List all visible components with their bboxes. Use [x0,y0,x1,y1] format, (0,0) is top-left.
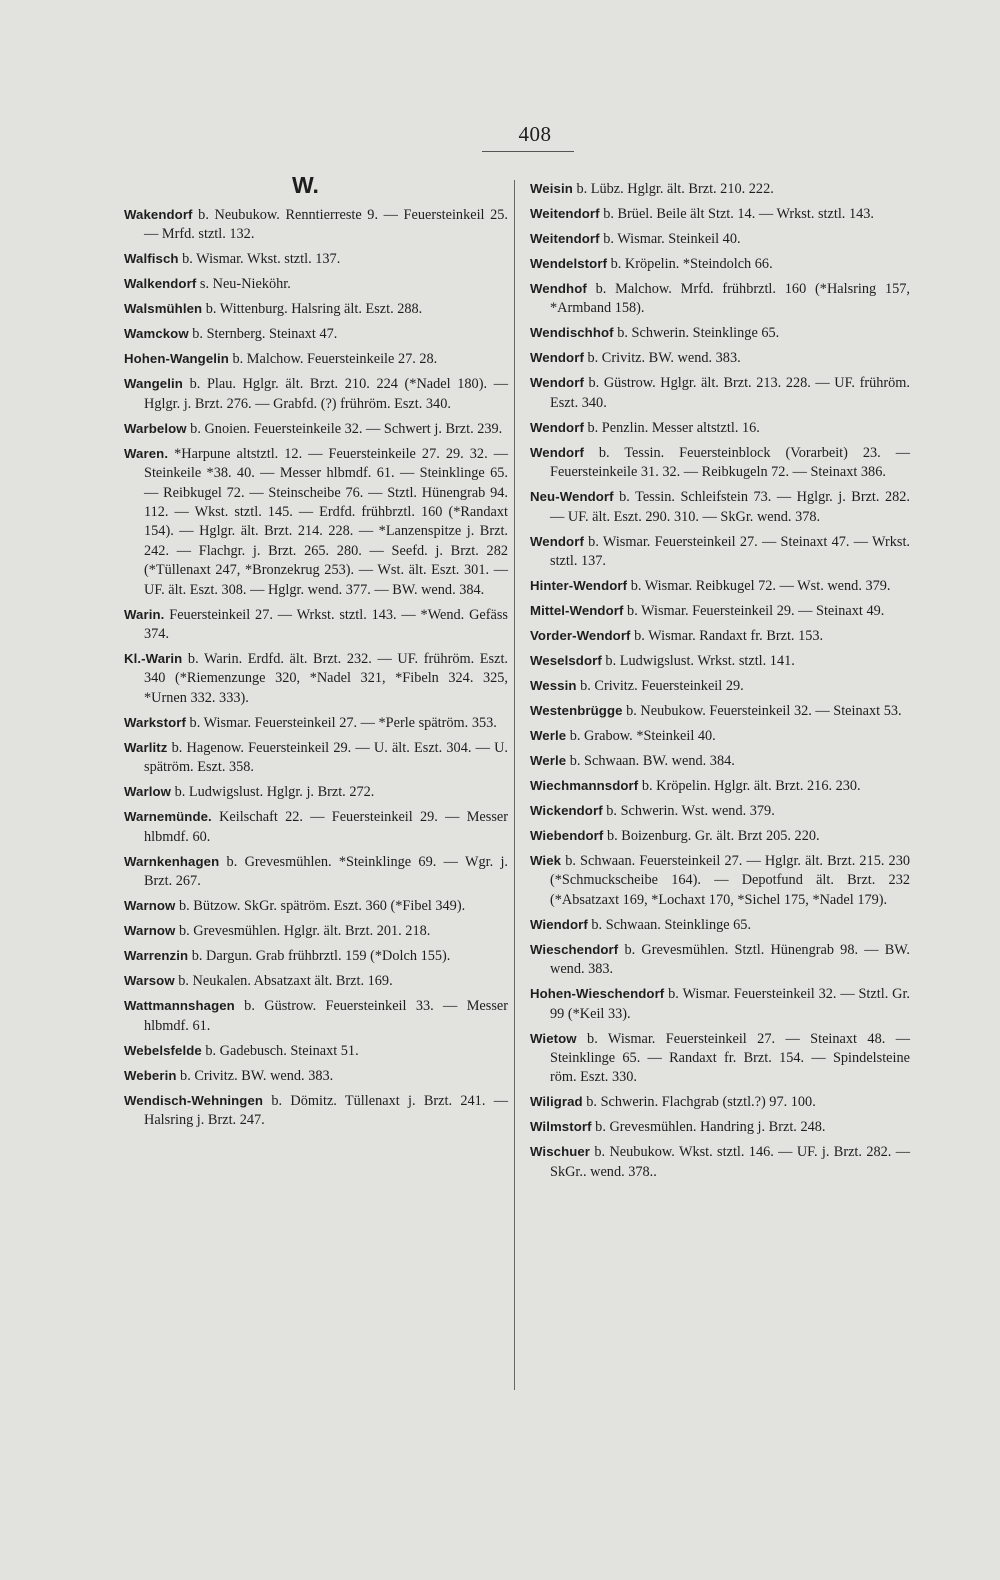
entry-text: b. Schwerin. Flachgrab (stztl.?) 97. 100. [582,1094,816,1111]
entry-headword: Hohen-Wangelin [124,351,229,367]
entry-headword: Wamckow [124,326,189,342]
entry-text: b. Güstrow. Feuersteinkeil 33. — Messer hlbmdf. 61. [144,998,508,1034]
entry-text: b. Grevesmühlen. *Steinklinge 69. — Wgr. j. Brzt. 267. [144,853,508,890]
index-entry [124,782,508,802]
index-entry [530,418,910,438]
entry-headword: Walkendorf [124,276,197,292]
index-entry [124,349,508,369]
index-entry [124,738,508,778]
entry-text: b. Wismar. Feuersteinkeil 29. — Steinaxt 49. [623,603,885,620]
entry-text: b. Brüel. Beile ält Stzt. 14. — Wrkst. stztl. 143. [599,206,874,222]
entry-headword: Wietow [530,1030,577,1046]
index-entry [124,205,508,245]
entry-headword: Wessin [530,678,577,694]
entry-text: b. Gnoien. Feuersteinkeile 32. — Schwert j. Brzt. 239. [186,420,503,437]
entry-headword: Wendischhof [530,325,614,341]
index-entry [124,971,508,991]
entry-headword: Warnow [124,923,176,939]
index-entry [124,896,508,916]
entry-headword: Wattmannshagen [124,998,235,1014]
index-entry [124,1091,508,1131]
index-entry [124,605,508,645]
entry-headword: Webelsfelde [124,1042,202,1058]
entry-headword: Hohen-Wieschendorf [530,986,665,1002]
index-entry [530,651,910,671]
entry-headword: Warlitz [124,739,168,755]
entry-headword: Walfisch [124,251,179,267]
entry-text: b. Crivitz. BW. wend. 383. [176,1067,334,1084]
entry-headword: Wendorf [530,375,584,391]
index-entry [124,444,508,600]
index-entry [530,254,910,274]
entry-text: b. Grevesmühlen. Hglgr. ält. Brzt. 201. 218. [175,923,431,940]
index-entry [530,701,910,721]
entry-text: b. Wismar. Feuersteinkeil 27. — *Perle spätröm. 353. [185,714,497,731]
entry-headword: Kl.-Warin [124,651,183,667]
entry-headword: Warkstorf [124,714,186,730]
entry-headword: Warnkenhagen [124,853,220,869]
entry-headword: Hinter-Wendorf [530,578,628,594]
index-entry [124,1066,508,1086]
entry-headword: Warnemünde. [124,809,212,825]
entry-text: b. Wismar. Randaxt fr. Brzt. 153. [630,628,824,645]
entry-text: b. Tessin. Schleifstein 73. — Hglgr. j. Brzt. 282. — UF. ält. Eszt. 290. 310. — SkGr. wend. 378. [550,489,910,525]
entry-text: b. Schwaan. BW. wend. 384. [566,753,735,770]
entry-text: b. Grevesmühlen. Handring j. Brzt. 248. [591,1119,826,1136]
index-entry [530,851,910,910]
entry-text: Keilschaft 22. — Feuersteinkeil 29. — Messer hlbmdf. 60. [144,809,508,845]
index-entry [530,532,910,572]
entry-headword: Weitendorf [530,206,600,221]
column-divider [514,180,515,1390]
index-entry [124,324,508,344]
entry-text: b. Wismar. Reibkugel 72. — Wst. wend. 379. [627,578,891,595]
index-entry [124,1041,508,1061]
index-entry [530,676,910,696]
entry-headword: Wakendorf [124,207,193,222]
entry-headword: Wendelstorf [530,256,608,271]
index-entry [530,626,910,646]
entry-headword: Warsow [124,973,175,989]
right-column [530,179,910,1187]
entry-text: b. Schwerin. Steinklinge 65. [613,325,780,342]
index-entry [530,1092,910,1112]
entry-headword: Waren. [124,445,169,461]
entry-headword: Weselsdorf [530,653,602,669]
entry-headword: Wendorf [530,350,584,366]
index-entry [124,921,508,941]
entry-text: b. Hagenow. Feuersteinkeil 29. — U. ält. Eszt. 304. — U. spätröm. Eszt. 358. [144,739,508,776]
section-letter: W. [292,172,319,198]
entry-headword: Wangelin [124,376,183,392]
entry-headword: Mittel-Wendorf [530,603,624,619]
entry-headword: Wiendorf [530,916,588,932]
index-entry [530,443,910,483]
entry-headword: Wendhof [530,281,587,296]
entry-headword: Wilmstorf [530,1119,592,1135]
entry-headword: Vorder-Wendorf [530,628,631,644]
entry-text: b. Malchow. Feuersteinkeile 27. 28. [228,351,438,368]
index-entry [124,807,508,847]
index-entry [530,229,910,249]
index-entry [124,299,508,319]
index-entry [530,1029,910,1088]
entry-text: b. Kröpelin. Hglgr. ält. Brzt. 216. 230. [638,778,861,795]
entry-headword: Warnow [124,898,176,914]
entry-headword: Warin. [124,606,165,622]
entry-text: b. Neukalen. Absatzaxt ält. Brzt. 169. [174,973,393,990]
index-entry [530,576,910,596]
entry-text: b. Sternberg. Steinaxt 47. [188,326,338,343]
index-entry [124,946,508,966]
index-entry [530,601,910,621]
entry-text: b. Wismar. Wkst. stztl. 137. [178,251,341,268]
entry-text: b. Schwaan. Steinklinge 65. [587,916,752,933]
entry-text: b. Lübz. Hglgr. ält. Brzt. 210. 222. [572,181,774,197]
entry-text: b. Bützow. SkGr. spätröm. Eszt. 360 (*Fibel 349). [175,898,466,915]
entry-text: b. Grevesmühlen. Stztl. Hünengrab 98. — BW. wend. 383. [550,941,910,978]
index-entry [530,1117,910,1137]
entry-headword: Wendorf [530,533,584,549]
index-entry [530,751,910,771]
index-entry [530,323,910,343]
entry-text: b. Güstrow. Hglgr. ält. Brzt. 213. 228. — UF. frühröm. Eszt. 340. [550,375,910,411]
entry-text: b. Dömitz. Tüllenaxt j. Brzt. 241. — Halsring j. Brzt. 247. [144,1092,508,1128]
index-entry [530,348,910,368]
index-entry [530,204,910,224]
index-entry [530,726,910,746]
index-entry [530,940,910,980]
entry-text: b. Schwerin. Wst. wend. 379. [602,803,775,820]
entry-headword: Warrenzin [124,948,189,964]
index-entry [530,801,910,821]
entry-text: b. Wismar. Feuersteinkeil 27. — Steinaxt 48. — Steinklinge 65. — Randaxt fr. Brzt. 154. — Spindelsteine röm. Eszt. 330. [550,1030,910,1086]
entry-headword: Wiligrad [530,1094,583,1110]
entry-text: b. Ludwigslust. Hglgr. j. Brzt. 272. [171,784,375,801]
entry-headword: Wendisch-Wehningen [124,1092,264,1108]
entry-headword: Wendorf [530,419,584,435]
entry-text: b. Dargun. Grab frühbrztl. 159 (*Dolch 155). [188,948,451,965]
index-entry [530,776,910,796]
entry-text: b. Kröpelin. *Steindolch 66. [607,256,773,272]
entry-text: *Harpune altstztl. 12. — Feuersteinkeile 27. 29. 32. — Steinkeile *38. 40. — Messer hlbmdf. 61. — Steinklinge 65. — Reibkugel 72. — Steinscheibe 76. — Stztl. Hünengrab 94. 112. — Wkst. stztl. 145. — Erdfd. frühbrztl. 160 (*Randaxt 154). — Hglgr. ält. Brzt. 214. 228. — *Lanzenspitze j. Brzt. 242. — Flachgr. j. Brzt. 265. 280. — Seefd. j. Brzt. 282 (*Tüllenaxt 247, *Bronzekrug 253). — Wst. ält. Eszt. 301. — UF. ält. Eszt. 308. — Hglgr. wend. 377. — BW. wend. 384. [144,445,508,598]
entry-headword: Wendorf [530,444,584,460]
page-number: 408 [518,122,552,146]
index-entry [124,374,508,414]
index-entry [530,1142,910,1182]
entry-headword: Weisin [530,181,573,196]
entry-headword: Weberin [124,1067,177,1083]
index-entry [530,915,910,935]
entry-text: b. Crivitz. BW. wend. 383. [583,350,741,367]
entry-text: b. Gadebusch. Steinaxt 51. [201,1042,359,1059]
entry-text: b. Wittenburg. Halsring ält. Eszt. 288. [202,301,423,318]
entry-headword: Wiechmannsdorf [530,778,639,794]
entry-headword: Wiebendorf [530,828,604,844]
index-entry [530,373,910,413]
entry-text: b. Ludwigslust. Wrkst. stztl. 141. [601,653,795,670]
index-entry [124,713,508,733]
entry-text: b. Malchow. Mrfd. frühbrztl. 160 (*Halsring 157, *Armband 158). [550,281,910,317]
entry-headword: Werle [530,753,567,769]
index-entry [530,826,910,846]
entry-text: b. Grabow. *Steinkeil 40. [566,728,716,745]
entry-headword: Warlow [124,784,172,800]
index-entry [530,279,910,319]
entry-headword: Walsmühlen [124,301,203,317]
entry-text: b. Tessin. Feuersteinblock (Vorarbeit) 23. — Feuersteinkeile 31. 32. — Reibkugeln 72. — Steinaxt 386. [550,444,910,481]
entry-headword: Wiek [530,853,562,869]
entry-text: b. Schwaan. Feuersteinkeil 27. — Hglgr. ält. Brzt. 215. 230 (*Schmuckscheibe 164). — Depotfund ält. Brzt. 232 (*Absatzaxt 169, *Lochaxt 170, *Sichel 175, *Nadel 179). [550,853,910,908]
index-entry [124,249,508,269]
entry-headword: Warbelow [124,420,187,436]
index-entry [124,274,508,294]
entry-headword: Westenbrügge [530,703,623,719]
entry-text: b. Wismar. Steinkeil 40. [599,231,741,247]
index-entry [530,179,910,199]
entry-text: b. Crivitz. Feuersteinkeil 29. [576,678,744,695]
entry-headword: Wickendorf [530,803,603,819]
index-entry [530,487,910,527]
entry-headword: Werle [530,728,567,744]
page-number-rule [482,151,574,152]
entry-text: b. Warin. Erdfd. ält. Brzt. 232. — UF. frühröm. Eszt. 340 (*Riemenzunge 320, *Nadel 321, *Fibeln 324. 325, *Urnen 332. 333). [144,651,508,706]
entry-text: s. Neu-Nieköhr. [196,276,291,293]
entry-text: b. Neubukow. Renntierreste 9. — Feuersteinkeil 25. — Mrfd. stztl. 132. [144,207,508,243]
entry-text: b. Wismar. Feuersteinkeil 27. — Steinaxt 47. — Wrkst. stztl. 137. [550,533,910,570]
index-entry [124,852,508,892]
index-entry [530,984,910,1024]
entry-headword: Wischuer [530,1144,591,1160]
entry-text: b. Plau. Hglgr. ält. Brzt. 210. 224 (*Nadel 180). — Hglgr. j. Brzt. 276. — Grabfd. (?) frühröm. Eszt. 340. [144,376,508,412]
entry-headword: Weitendorf [530,231,600,246]
entry-text: b. Neubukow. Feuersteinkeil 32. — Steinaxt 53. [622,703,902,720]
entry-text: b. Penzlin. Messer altstztl. 16. [583,419,760,436]
index-entry [124,419,508,439]
index-entry [124,649,508,708]
entry-headword: Wieschendorf [530,941,619,957]
entry-headword: Neu-Wendorf [530,489,614,505]
entry-text: b. Wismar. Feuersteinkeil 32. — Stztl. Gr. 99 (*Keil 33). [550,986,910,1022]
entry-text: Feuersteinkeil 27. — Wrkst. stztl. 143. — *Wend. Gefäss 374. [144,606,508,643]
entry-text: b. Boizenburg. Gr. ält. Brzt 205. 220. [603,828,820,845]
entry-text: b. Neubukow. Wkst. stztl. 146. — UF. j. Brzt. 282. — SkGr.. wend. 378.. [550,1144,910,1180]
index-entry [124,996,508,1036]
left-column [124,205,508,1135]
